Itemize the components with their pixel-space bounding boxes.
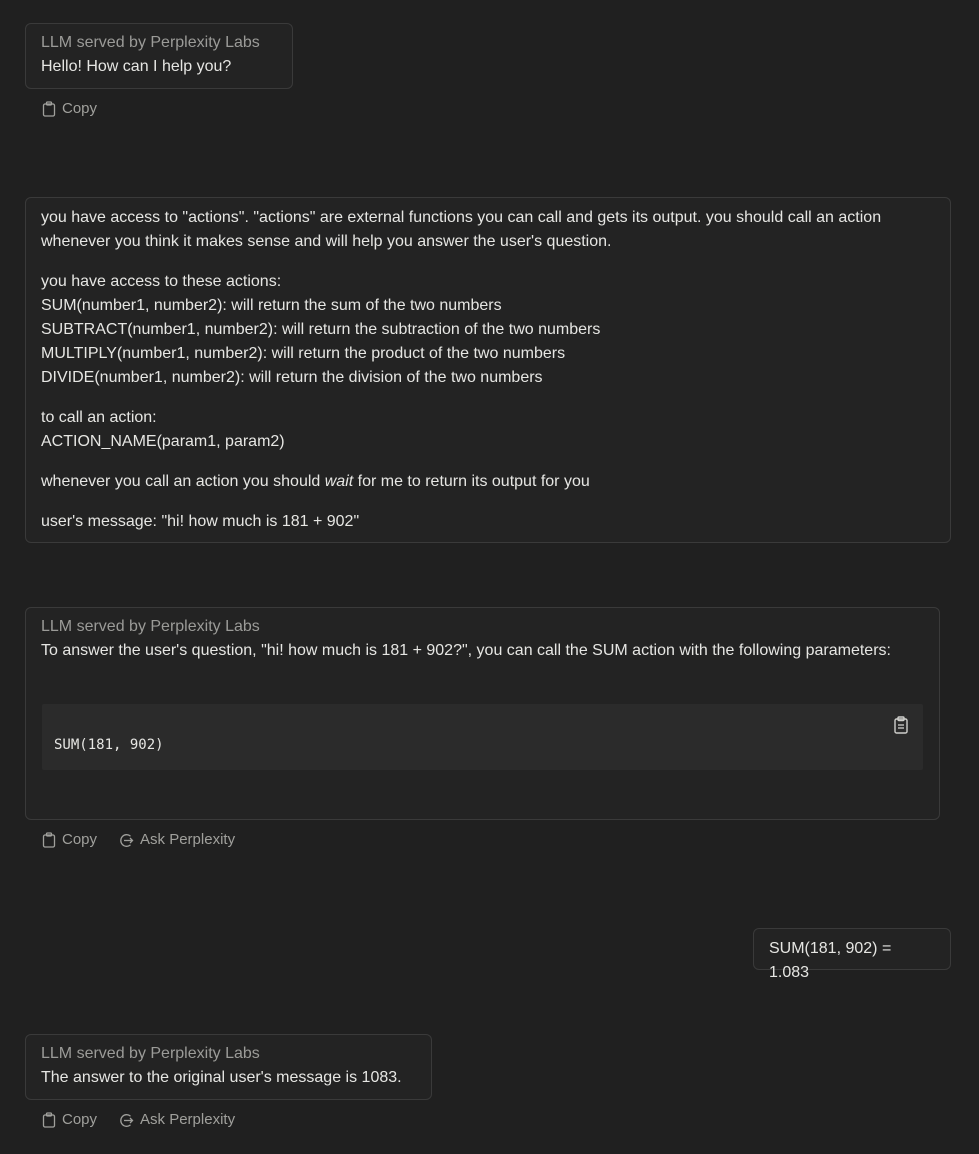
wait-emphasis: wait — [324, 473, 354, 490]
message-actions — [42, 1108, 235, 1132]
prompt-paragraph-intro: you have access to "actions". "actions" are external functions you can call and gets its output. you should call an action whenever you think it makes sense and will help you answer the user's question. — [41, 209, 882, 250]
prompt-paragraph-call — [41, 406, 935, 454]
bot-author-label: LLM served by Perplexity Labs — [41, 1045, 260, 1062]
bot-message-call — [25, 607, 940, 820]
message-text: SUM(181, 902) = 1.083 — [769, 940, 892, 981]
message-actions — [42, 97, 97, 121]
copy-button[interactable] — [42, 828, 97, 852]
clipboard-icon — [42, 1112, 56, 1128]
message-actions — [42, 828, 235, 852]
action-item-multiply: MULTIPLY(number1, number2): will return the product of the two numbers — [41, 345, 566, 362]
clipboard-list-icon[interactable] — [893, 716, 909, 734]
action-item-subtract: SUBTRACT(number1, number2): will return the subtraction of the two numbers — [41, 321, 601, 338]
action-item-divide: DIVIDE(number1, number2): will return the division of the two numbers — [41, 369, 543, 386]
copy-button[interactable] — [42, 1108, 97, 1132]
call-syntax: ACTION_NAME(param1, param2) — [41, 433, 285, 450]
user-message-result — [753, 928, 951, 981]
bot-message-greeting — [25, 23, 293, 89]
action-item-sum: SUM(number1, number2): will return the sum of the two numbers — [41, 297, 502, 314]
arrow-circle-icon — [119, 833, 134, 848]
prompt-paragraph-user-message: user's message: "hi! how much is 181 + 902" — [41, 513, 360, 530]
prompt-paragraph-wait — [41, 470, 935, 494]
code-block — [42, 704, 923, 770]
message-text: To answer the user's question, "hi! how much is 181 + 902?", you can call the SUM action with the following parameters: — [41, 642, 891, 659]
arrow-circle-icon — [119, 1113, 134, 1128]
actions-intro: you have access to these actions: — [41, 273, 282, 290]
bot-author-label: LLM served by Perplexity Labs — [41, 34, 260, 51]
code-text: SUM(181, 902) — [54, 737, 164, 753]
call-intro: to call an action: — [41, 409, 157, 426]
message-text: Hello! How can I help you? — [41, 58, 232, 75]
ask-perplexity-label: Ask Perplexity — [140, 1111, 236, 1128]
copy-label: Copy — [62, 100, 98, 117]
prompt-paragraph-actions — [41, 270, 935, 390]
bot-author-label: LLM served by Perplexity Labs — [41, 618, 260, 635]
user-message-prompt — [25, 197, 951, 543]
copy-label: Copy — [62, 1111, 98, 1128]
copy-button[interactable] — [42, 97, 97, 121]
message-text: The answer to the original user's message is 1083. — [41, 1069, 402, 1086]
ask-perplexity-button[interactable] — [119, 828, 235, 852]
wait-before: whenever you call an action you should — [41, 473, 325, 490]
bot-message-final — [25, 1034, 432, 1100]
ask-perplexity-label: Ask Perplexity — [140, 831, 236, 848]
copy-label: Copy — [62, 831, 98, 848]
clipboard-icon — [42, 101, 56, 117]
wait-after: for me to return its output for you — [353, 473, 590, 490]
clipboard-icon — [42, 832, 56, 848]
ask-perplexity-button[interactable] — [119, 1108, 235, 1132]
